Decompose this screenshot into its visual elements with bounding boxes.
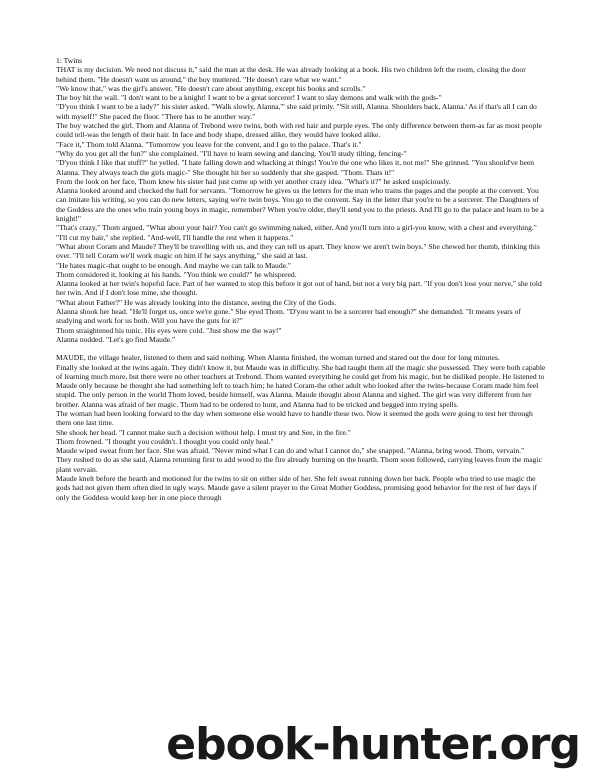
paragraph: Alanna nodded. "Let's go find Maude.": [56, 334, 176, 344]
paragraph: Thom frowned. "I thought you couldn't. I thought you could only heal.": [56, 436, 274, 446]
section-gap: [56, 344, 546, 353]
paragraph: She shook her head. "I cannot make such a decision without help. I must try and See, in the fire.": [56, 427, 351, 437]
document-page: [56, 56, 546, 502]
chapter-heading: 1: Twins: [56, 56, 83, 65]
paragraph: "Why do you get all the fun?" she complained. "I'll have to learn sewing and dancing. You'll study tilting, fencing-": [56, 148, 407, 158]
paragraph: Alanna looked at her twin's hopeful face. Part of her wanted to stop this before it got out of hand, but not a very big part. "If you don't lose your nerve," she told her twin. And if I don't lose mine, she thought.: [56, 279, 542, 298]
paragraph: Alanna shook her head. "He'll forget us, once we're gone." She eyed Thom. "D'you want to be a sorcerer bad enough?" she demanded. "It means years of studying and work for us both. Will you have the guts for it?": [56, 307, 521, 326]
paragraph: Thom straightened his tunic. His eyes were cold. "Just show me the way!": [56, 325, 282, 335]
chapter-section-1: [56, 56, 546, 344]
paragraph: Thom considered it, looking at his hands. "You think we could?" he whispered.: [56, 269, 297, 279]
paragraph: Finally she looked at the twins again. They didn't know it, but Maude was in difficulty. She had taught them all the magic she possessed. They were both capable of learning much more, but there were no other teachers at Trebond. Thom wanted everything he could get from his magic, but he disliked people. He listened to Maude only because he thought she had something left to teach him; he hated Coram-the other adult who looked after the twins-because Coram made him feel stupid. The only person in the world Thom loved, beside himself, was Alanna. Maude thought about Alanna and sighed. The girl was very different from her brother. Alanna was afraid of her magic. Thom had to be ordered to hunt, and Alanna had to be tricked and begged into trying spells.: [56, 362, 546, 409]
paragraph: The woman had been looking forward to the day when someone else would have to handle these two. Now it seemed the gods were going to test her through them one last time.: [56, 408, 533, 428]
watermark-logo: ebook-hunter.org: [166, 719, 580, 770]
paragraph: Maude wiped sweat from her face. She was afraid. "Never mind what I can do and what I cannot do," she snapped. "Alanna, bring wood. Thom, vervain.": [56, 446, 525, 456]
paragraph: The boy hit the wall. "I don't want to be a knight! I want to be a great sorcerer! I want to slay demons and walk with the gods-": [56, 93, 442, 103]
paragraph: "That's crazy," Thom argued. "What about your hair? You can't go swimming naked, either. And you'll turn into a girl-you know, with a chest and everything.": [56, 223, 537, 233]
paragraph: "D'you think I want to be a lady?" his sister asked. "'Walk slowly, Alanna,'" she said primly. "'Sit still, Alanna. Shoulders back, Alanna.' As if that's all I can do with myself!" She paced the floor. "There has to be another way.": [56, 102, 537, 121]
paragraph: "We know that," was the girl's answer. "He doesn't care about anything, except his books and scrolls.": [56, 83, 366, 93]
paragraph: Alanna looked around and checked the hall for servants. "Tomorrow he gives us the letters for the man who trains the pages and the people at the convent. You can imitate his writing, so you can do new letters, saying we're twin boys. You go to the convent. Say in the letter that you're to be a sorcerer. The Daughters of the Goddess are the ones who train young boys in magic, remember? When you're older, they'll send you to the priests. And I'll go to the palace and learn to be a knight!": [56, 186, 544, 224]
paragraph: They rushed to do as she said, Alanna returning first to add wood to the fire already burning on the hearth. Thom soon followed, carrying leaves from the magic plant vervain.: [56, 455, 542, 474]
paragraph: Maude knelt before the hearth and motioned for the twins to sit on either side of her. She felt sweat running down her back. People who tried to use magic the gods had not given them often died in ugly ways. Maude gave a silent prayer to the Great Mother Goddess, promising good behavior for the rest of her days if only the Goddess would keep her in one piece through: [56, 474, 538, 502]
paragraph: "D'you think I like that stuff?" he yelled. "I hate falling down and whacking at things! You're the one who likes it, not me!" She grinned. "You should've been Alanna. They always teach the girls magic-" She thought hit her so suddenly that she gasped. "Thom. Thats it!": [56, 158, 535, 177]
paragraph: "I'll cut my hair," she replied. "And-well, I'll handle the rest when it happens.": [56, 232, 294, 242]
paragraph: MAUDE, the village healer, listened to them and said nothing. When Alanna finished, the woman turned and stared out the door for long minutes.: [56, 353, 500, 363]
paragraph: "He hates magic-that ought to be enough. And maybe we can talk to Maude.": [56, 260, 292, 270]
paragraph: "What about Coram and Maude? They'll be travelling with us, and they can tell us apart. They know we aren't twin boys." She chewed her thumb, thinking this over. "I'll tell Coram we'll work magic on him if he says anything," she said at last.: [56, 241, 540, 261]
paragraph: THAT is my decision. We need not discuss it," said the man at the desk. He was already looking at a book. His two children left the room, closing the door behind them. "He doesn't want us around," the boy muttered. "He doesn't care what we want.": [56, 65, 526, 84]
chapter-section-2: [56, 353, 546, 502]
paragraph: The boy watched the girl. Thom and Alanna of Trebond were twins, both with red hair and purple eyes. The only difference between them-as far as most people could tell-was the length of their hair. In face and body shape, dressed alike, they would have looked alike.: [56, 121, 542, 140]
paragraph: "Face it," Thom told Alanna. "Tomorrow you leave for the convent, and I go to the palace. That's it.": [56, 139, 362, 149]
paragraph: "What about Father?" He was already looking into the distance, seeing the City of the Gods.: [56, 297, 337, 307]
paragraph: From the look on her face, Thom knew his sister had just come up with yet another crazy idea. "What's it?" he asked suspiciously.: [56, 176, 451, 186]
